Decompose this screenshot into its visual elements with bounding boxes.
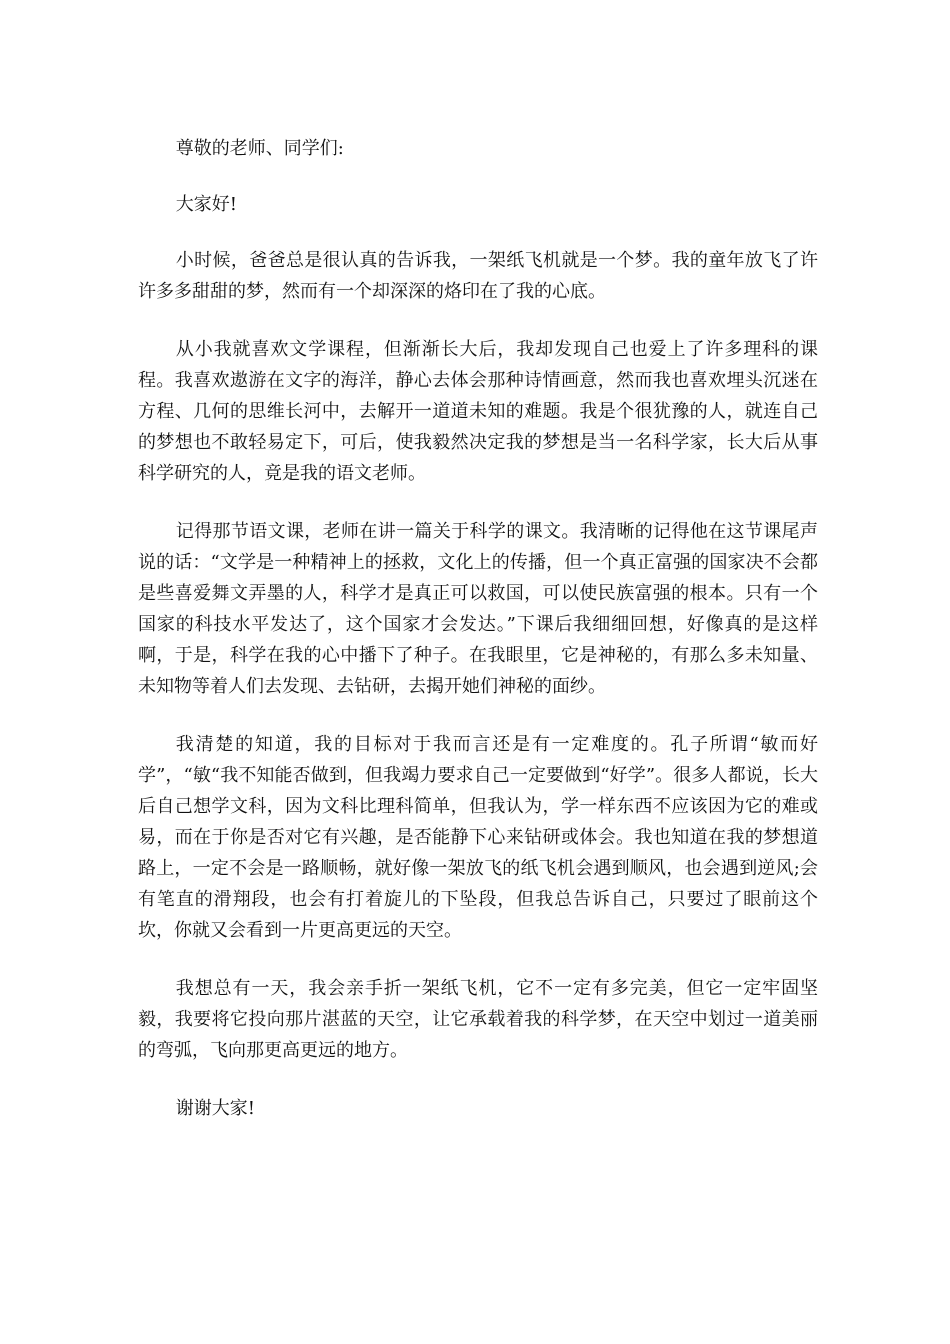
paragraph-chinese-class: 记得那节语文课，老师在讲一篇关于科学的课文。我清晰的记得他在这节课尾声说的话：“文学是一种精神上的拯救，文化上的传播，但一个真正富强的国家决不会都是些喜爱舞文弄墨的人，科学才是真正可以救国，可以使民族富强的根本。只有一个国家的科技水平发达了，这个国家才会发达。”下课后我细细回想，好像真的是这样啊，于是，科学在我的心中播下了种子。在我眼里，它是神秘的，有那么多未知量、未知物等着人们去发现、去钻研，去揭开她们神秘的面纱。 [138,521,818,697]
speech-body [138,133,818,1151]
paragraph-paper-plane: 我想总有一天，我会亲手折一架纸飞机，它不一定有多完美，但它一定牢固坚毅，我要将它投向那片湛蓝的天空，让它承载着我的科学梦，在天空中划过一道美丽的弯弧，飞向那更高更远的地方。 [138,978,818,1061]
paragraph-interests: 从小我就喜欢文学课程，但渐渐长大后，我却发现自己也爱上了许多理科的课程。我喜欢遨游在文字的海洋，静心去体会那种诗情画意，然而我也喜欢埋头沉迷在方程、几何的思维长河中，去解开一道道未知的难题。我是个很犹豫的人，就连自己的梦想也不敢轻易定下，可后，使我毅然决定我的梦想是当一名科学家，长大后从事科学研究的人，竟是我的语文老师。 [138,339,818,484]
paragraph-goal: 我清楚的知道，我的目标对于我而言还是有一定难度的。孔子所谓“敏而好学”，“敏“我不知能否做到，但我竭力要求自己一定要做到“好学”。很多人都说，长大后自己想学文科，因为文科比理科简单，但我认为，学一样东西不应该因为它的难或易，而在于你是否对它有兴趣，是否能静下心来钻研或体会。我也知道在我的梦想道路上，一定不会是一路顺畅，就好像一架放飞的纸飞机会遇到顺风，也会遇到逆风;会有笔直的滑翔段，也会有打着旋儿的下坠段，但我总告诉自己，只要过了眼前这个坎，你就又会看到一片更高更远的天空。 [138,734,818,941]
closing-thanks: 谢谢大家! [175,1098,256,1119]
greeting: 大家好! [175,194,238,215]
paragraph-childhood: 小时候，爸爸总是很认真的告诉我，一架纸飞机就是一个梦。我的童年放飞了许许多多甜甜的梦，然而有一个却深深的烙印在了我的心底。 [138,250,818,302]
salutation: 尊敬的老师、同学们: [175,138,344,159]
